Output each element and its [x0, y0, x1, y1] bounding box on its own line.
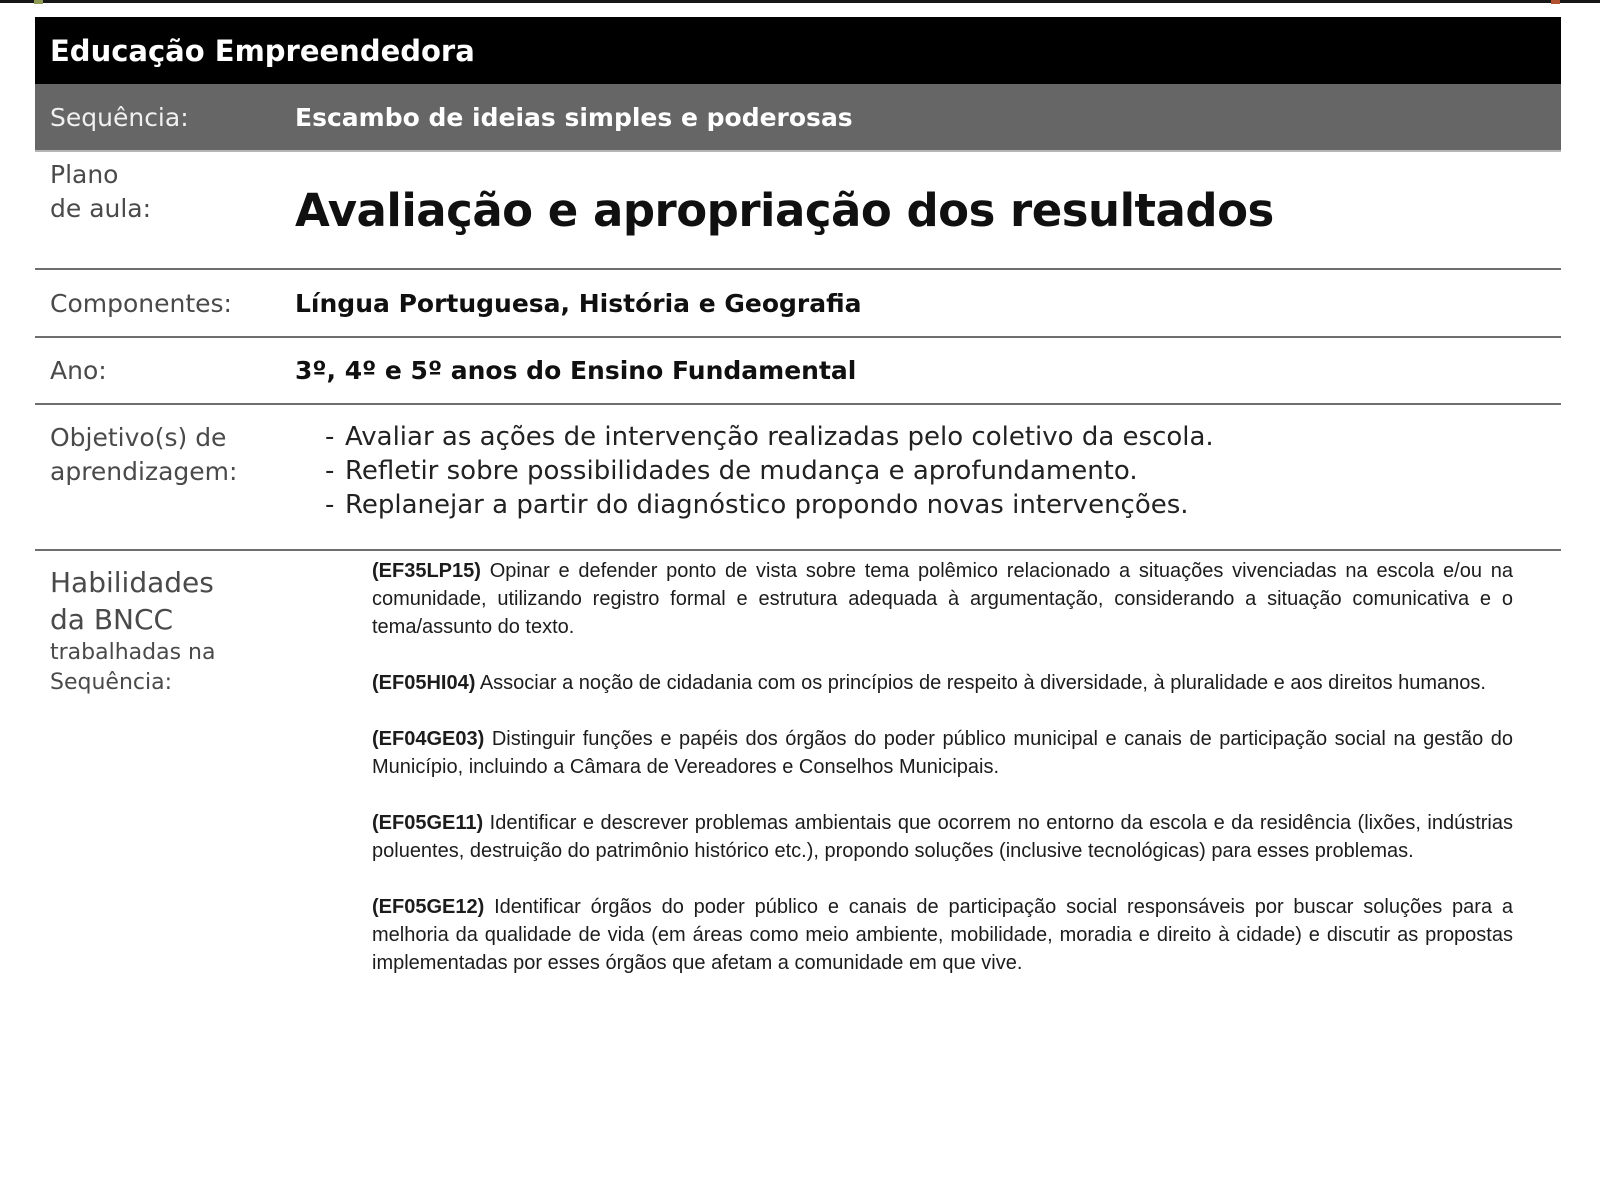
habilidades-label — [35, 551, 295, 1021]
bncc-code: (EF35LP15) — [372, 560, 481, 582]
sequence-row — [35, 84, 1561, 152]
header-bar — [35, 17, 1561, 84]
habilidades-label-line3: trabalhadas na — [50, 640, 216, 665]
ano-value: 3º, 4º e 5º anos do Ensino Fundamental — [295, 356, 857, 385]
crop-artifact-right — [1551, 0, 1560, 4]
objective-text: Avaliar as ações de intervenção realizadas pelo coletivo da escola. — [345, 422, 1214, 452]
objective-item — [295, 420, 1561, 454]
bncc-text: Distinguir funções e papéis dos órgãos do poder público municipal e canais de participação social na gestão do Município, incluindo a Câmara de Vereadores e Conselhos Municipais. — [372, 728, 1513, 778]
objectives-list — [295, 405, 1561, 522]
componentes-label: Componentes: — [50, 288, 232, 318]
habilidades-label-line2: da BNCC — [50, 603, 174, 636]
objective-item — [295, 454, 1561, 488]
bncc-code: (EF05GE12) — [372, 896, 485, 918]
objetivos-row — [35, 405, 1561, 551]
bncc-text: Identificar e descrever problemas ambientais que ocorrem no entorno da escola e da residência (lixões, indústrias poluentes, destruição do patrimônio histórico etc.), propondo soluções (inclusive tecnológicas) para esses problemas. — [372, 812, 1513, 862]
bullet-dash: - — [325, 490, 335, 520]
bncc-paragraph — [372, 669, 1513, 697]
plano-label-line1: Plano — [50, 160, 119, 189]
plano-label — [35, 152, 295, 268]
bncc-code: (EF05HI04) — [372, 672, 476, 694]
crop-artifact-left — [34, 0, 43, 4]
habilidades-label-line1: Habilidades — [50, 566, 214, 599]
sequence-label: Sequência: — [50, 102, 189, 132]
program-title: Educação Empreendedora — [50, 33, 475, 68]
bullet-dash: - — [325, 456, 335, 486]
bncc-paragraph — [372, 893, 1513, 977]
ano-row — [35, 338, 1561, 405]
habilidades-value-cell — [295, 551, 1561, 1021]
habilidades-row — [35, 551, 1561, 1021]
bullet-dash: - — [325, 422, 335, 452]
top-border-line — [0, 0, 1600, 3]
bncc-paragraph — [372, 725, 1513, 781]
componentes-row — [35, 270, 1561, 338]
ano-label: Ano: — [50, 356, 107, 385]
bncc-paragraph — [372, 809, 1513, 865]
page-title: Avaliação e apropriação dos resultados — [295, 184, 1274, 238]
objective-text: Replanejar a partir do diagnóstico propondo novas intervenções. — [345, 490, 1189, 520]
bncc-paragraphs — [372, 551, 1513, 977]
bncc-paragraph — [372, 557, 1513, 641]
objetivos-label-line2: aprendizagem: — [50, 457, 238, 486]
bncc-code: (EF04GE03) — [372, 728, 485, 750]
bncc-code: (EF05GE11) — [372, 812, 484, 834]
objective-item — [295, 488, 1561, 522]
habilidades-label-line4: Sequência: — [50, 670, 172, 695]
objetivos-label — [35, 405, 295, 549]
objective-text: Refletir sobre possibilidades de mudança e aprofundamento. — [345, 456, 1138, 486]
objetivos-label-line1: Objetivo(s) de — [50, 423, 227, 452]
plano-value-cell — [295, 152, 1561, 268]
objetivos-value-cell — [295, 405, 1561, 549]
componentes-value: Língua Portuguesa, História e Geografia — [295, 288, 862, 318]
plano-label-line2: de aula: — [50, 194, 152, 223]
plano-row — [35, 152, 1561, 270]
document-body — [35, 17, 1561, 1021]
bncc-text: Identificar órgãos do poder público e canais de participação social responsáveis por buscar soluções para a melhoria da qualidade de vida (em áreas como meio ambiente, mobilidade, moradia e direito à cidade) e discutir as propostas implementadas por esses órgãos que afetam a comunidade em que vive. — [372, 896, 1513, 974]
sequence-value: Escambo de ideias simples e poderosas — [295, 102, 853, 132]
bncc-text: Associar a noção de cidadania com os princípios de respeito à diversidade, à pluralidade e aos direitos humanos. — [479, 672, 1486, 694]
bncc-text: Opinar e defender ponto de vista sobre tema polêmico relacionado a situações vivenciadas na escola e/ou na comunidade, utilizando registro formal e estrutura adequada à argumentação, considerando a situação comunicativa e o tema/assunto do texto. — [372, 560, 1513, 638]
